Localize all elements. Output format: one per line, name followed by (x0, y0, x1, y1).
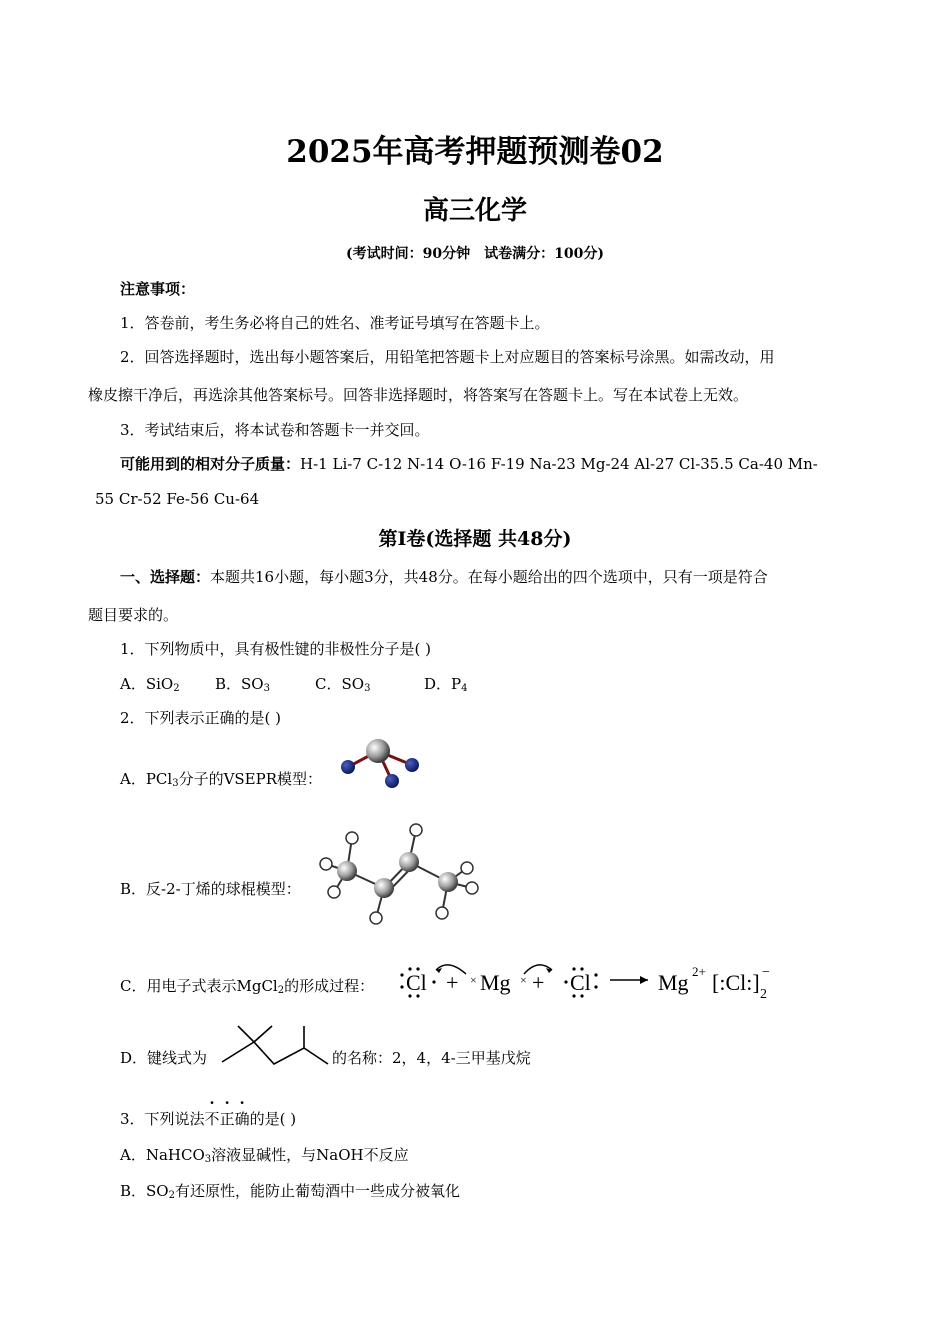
section-intro-label: 一、选择题： (120, 568, 211, 586)
svg-text:Mg: Mg (480, 970, 511, 995)
q2-option-b[interactable]: B．反-2-丁烯的球棍模型： (120, 880, 301, 898)
q2-stem: 2．下列表示正确的是( ) (120, 709, 282, 727)
atomic-mass-label: 可能用到的相对分子质量： (120, 455, 301, 473)
q2-option-d[interactable]: D．键线式为 (120, 1049, 208, 1067)
q1-stem: 1．下列物质中，具有极性键的非极性分子是( ) (120, 640, 432, 658)
notice-item-1: 1．答卷前，考生务必将自己的姓名、准考证号填写在答题卡上。 (120, 314, 550, 332)
svg-text:Cl: Cl (570, 970, 591, 995)
notice-item-2-line-1: 2．回答选择题时，选出每小题答案后，用铅笔把答题卡上对应题目的答案标号涂黑。如需改动，用 (120, 348, 775, 366)
q2-option-a[interactable]: A．PCl$_3$分子的VSEPR模型： (120, 770, 323, 789)
q3-option-a[interactable]: A．NaHCO$_3$溶液显碱性，与NaOH不反应 (120, 1146, 409, 1165)
q1-option-b[interactable]: B．$SO_3$ (215, 675, 270, 694)
svg-text:×: × (520, 973, 527, 987)
emphasis-not: 不 (204, 1110, 220, 1128)
q1-option-c[interactable]: C．$SO_3$ (315, 675, 371, 694)
pcl3-vsepr-model-image (330, 735, 430, 793)
atomic-mass-line-1 (120, 453, 818, 474)
q3-stem: 3．下列说法不正确的是( ) (120, 1110, 297, 1128)
q2-option-d-name: 的名称：2，4，4-三甲基戊烷 (332, 1049, 531, 1067)
notice-heading: 注意事项： (120, 280, 196, 298)
trans-2-butene-ball-stick-model-image (312, 818, 482, 930)
svg-text:2+: 2+ (692, 964, 706, 979)
q1-option-d[interactable]: D．$P_4$ (424, 675, 468, 694)
skeletal-formula-image (218, 1022, 332, 1070)
mgcl2-electron-formula-image (396, 958, 776, 1004)
svg-text:×: × (470, 973, 477, 987)
svg-text:[:Cl:]: [:Cl:] (712, 970, 760, 995)
emphasis-correct-2: 确 (234, 1110, 250, 1128)
q1-option-a[interactable]: A．SiO$_2$ (120, 675, 180, 694)
notice-item-2-line-2: 橡皮擦干净后，再选涂其他答案标号。回答非选择题时，将答案写在答题卡上。写在本试卷上无效。 (88, 386, 749, 404)
exam-info: (考试时间：90分钟 试卷满分：100分) (346, 246, 604, 262)
part-1-heading: 第Ⅰ卷(选择题 共48分) (378, 528, 572, 550)
section-intro-line-2: 题目要求的。 (88, 606, 179, 624)
section-intro-text: 本题共16小题，每小题3分，共48分。在每小题给出的四个选项中，只有一项是符合 (210, 568, 768, 586)
emphasis-correct-1: 正 (219, 1110, 235, 1128)
q2-option-c[interactable]: C．用电子式表示MgCl$_2$的形成过程： (120, 977, 375, 996)
atomic-mass-line-2: 55 Cr-52 Fe-56 Cu-64 (95, 490, 260, 508)
page-subtitle: 高三化学 (422, 196, 527, 226)
q3-option-b[interactable]: B．$SO_2$有还原性，能防止葡萄酒中一些成分被氧化 (120, 1182, 460, 1201)
page-title: 2025年高考押题预测卷02 (286, 134, 664, 170)
svg-text:Mg: Mg (658, 970, 689, 995)
svg-text:2: 2 (760, 987, 767, 1002)
svg-text:+: + (446, 970, 459, 995)
svg-text:Cl: Cl (406, 970, 427, 995)
svg-text:−: − (762, 965, 770, 980)
notice-item-3: 3．考试结束后，将本试卷和答题卡一并交回。 (120, 421, 430, 439)
svg-text:+: + (532, 970, 545, 995)
section-intro-line-1 (120, 566, 768, 587)
atomic-mass-values: H-1 Li-7 C-12 N-14 O-16 F-19 Na-23 Mg-24 Al-27 Cl-35.5 Ca-40 Mn- (300, 455, 818, 473)
